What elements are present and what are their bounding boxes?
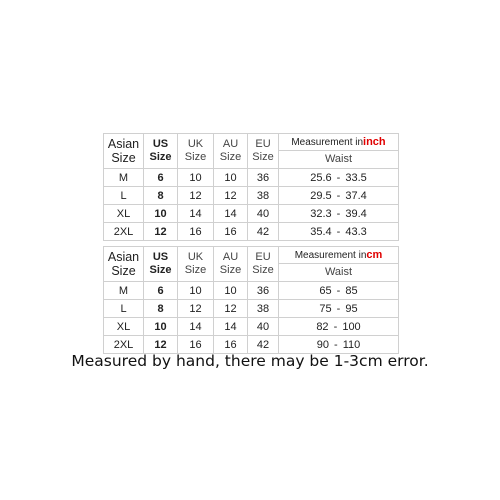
header-uk-size: UK Size xyxy=(178,247,214,282)
header-eu-size: EU Size xyxy=(248,247,279,282)
table-row xyxy=(104,187,399,205)
header-au-size: AU Size xyxy=(214,247,248,282)
cell-uk: 16 xyxy=(178,336,214,354)
measurement-unit-cm: cm xyxy=(366,249,383,261)
cell-waist: 32.3 - 39.4 xyxy=(279,205,399,223)
cell-eu: 38 xyxy=(248,300,279,318)
table-row xyxy=(104,336,399,354)
cell-au: 16 xyxy=(214,336,248,354)
cell-au: 12 xyxy=(214,300,248,318)
cell-uk: 14 xyxy=(178,318,214,336)
cell-uk: 10 xyxy=(178,282,214,300)
cell-asian: XL xyxy=(104,318,144,336)
header-measurement xyxy=(279,247,399,282)
measurement-title: Measurement ininch xyxy=(279,134,398,151)
cell-au: 10 xyxy=(214,282,248,300)
cell-asian: 2XL xyxy=(104,223,144,241)
header-asian-size: Asian Size xyxy=(104,134,144,169)
table-row xyxy=(104,205,399,223)
measurement-disclaimer: Measured by hand, there may be 1-3cm error. xyxy=(71,352,429,370)
cell-au: 14 xyxy=(214,205,248,223)
header-measurement xyxy=(279,134,399,169)
cell-us: 10 xyxy=(144,205,178,223)
cell-waist: 25.6 - 33.5 xyxy=(279,169,399,187)
header-eu-size: EU Size xyxy=(248,134,279,169)
cell-waist: 35.4 - 43.3 xyxy=(279,223,399,241)
table-row xyxy=(104,282,399,300)
cell-au: 12 xyxy=(214,187,248,205)
cell-us: 10 xyxy=(144,318,178,336)
cell-waist: 90 - 110 xyxy=(279,336,399,354)
cell-eu: 36 xyxy=(248,282,279,300)
table-row xyxy=(104,318,399,336)
cell-eu: 38 xyxy=(248,187,279,205)
header-us-size: US Size xyxy=(144,134,178,169)
cell-eu: 36 xyxy=(248,169,279,187)
cell-asian: L xyxy=(104,187,144,205)
cell-eu: 42 xyxy=(248,336,279,354)
table-header-row xyxy=(104,247,399,282)
cell-uk: 16 xyxy=(178,223,214,241)
table-row xyxy=(104,169,399,187)
cell-us: 8 xyxy=(144,187,178,205)
cell-us: 12 xyxy=(144,336,178,354)
header-au-size: AU Size xyxy=(214,134,248,169)
table-row xyxy=(104,300,399,318)
cell-waist: 65 - 85 xyxy=(279,282,399,300)
cell-au: 16 xyxy=(214,223,248,241)
header-us-size: US Size xyxy=(144,247,178,282)
cell-uk: 12 xyxy=(178,300,214,318)
cell-uk: 10 xyxy=(178,169,214,187)
cell-au: 10 xyxy=(214,169,248,187)
table-header-row xyxy=(104,134,399,169)
cell-waist: 82 - 100 xyxy=(279,318,399,336)
cell-us: 6 xyxy=(144,282,178,300)
cell-asian: 2XL xyxy=(104,336,144,354)
cell-uk: 12 xyxy=(178,187,214,205)
cell-asian: M xyxy=(104,282,144,300)
size-chart-cm xyxy=(103,246,399,354)
cell-uk: 14 xyxy=(178,205,214,223)
cell-eu: 42 xyxy=(248,223,279,241)
header-asian-size: Asian Size xyxy=(104,247,144,282)
measurement-waist-label: Waist xyxy=(324,153,353,165)
cell-asian: XL xyxy=(104,205,144,223)
cell-eu: 40 xyxy=(248,318,279,336)
cell-waist: 75 - 95 xyxy=(279,300,399,318)
cell-eu: 40 xyxy=(248,205,279,223)
cell-us: 6 xyxy=(144,169,178,187)
measurement-waist-label: Waist xyxy=(324,266,353,278)
table-row xyxy=(104,223,399,241)
measurement-title: Measurement incm xyxy=(279,247,398,264)
cell-us: 12 xyxy=(144,223,178,241)
cell-waist: 29.5 - 37.4 xyxy=(279,187,399,205)
size-chart-inch xyxy=(103,133,399,241)
cell-au: 14 xyxy=(214,318,248,336)
cell-asian: L xyxy=(104,300,144,318)
measurement-unit-inch: inch xyxy=(363,136,386,148)
cell-us: 8 xyxy=(144,300,178,318)
cell-asian: M xyxy=(104,169,144,187)
header-uk-size: UK Size xyxy=(178,134,214,169)
